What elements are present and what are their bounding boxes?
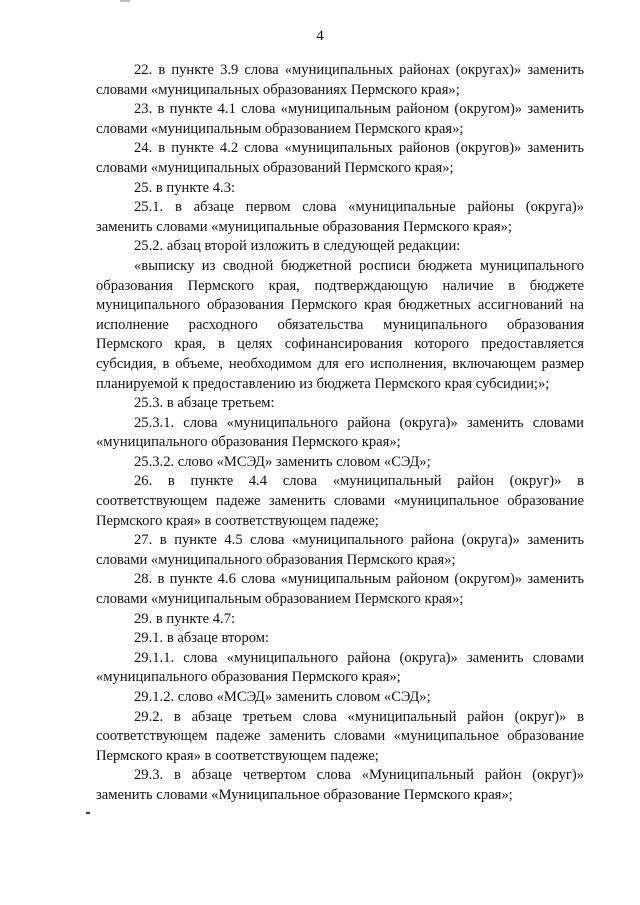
paragraph-25-2: 25.2. абзац второй изложить в следующей редакции: xyxy=(134,238,461,255)
paragraph-quote: «выписку из сводной бюджетной росписи бюджета муниципального образования Пермского края, подтверждающую наличие в бюджете муниципального образования Пермского края бюджетных ассигнований на исполнение расходного обязательства муниципального образования Пермского края, в целях софинансирования которого предоставляется субсидия, в объеме, необходимом для его исполнения, включающем размер планируемой к предоставлению из бюджета Пермского края субсидии;»; xyxy=(96,257,584,392)
paragraph-26: 26. в пункте 4.4 слова «муниципальный район (округ)» в соответствующем падеже заменить словами «муниципальное образование Пермского края» в соответствующем падеже; xyxy=(96,473,584,529)
paragraph-22: 22. в пункте 3.9 слова «муниципальных районах (округах)» заменить словами «муниципальных образованиях Пермского края»; xyxy=(96,62,584,98)
paragraph-29-1-2: 29.1.2. слово «МСЭД» заменить словом «СЭД»; xyxy=(134,689,431,705)
paragraph-25-3-2: 25.3.2. слово «МСЭД» заменить словом «СЭД»; xyxy=(134,453,431,470)
paragraph-23: 23. в пункте 4.1 слова «муниципальным районом (округом)» заменить словами «муниципальным образованием Пермского края»; xyxy=(96,101,584,137)
paragraph-25-1: 25.1. в абзаце первом слова «муниципальные районы (округа)» заменить словами «муниципальные образования Пермского края»; xyxy=(96,199,584,235)
paragraph-29-1-1: 29.1.1. слова «муниципального района (округа)» заменить словами «муниципального образования Пермского края»; xyxy=(96,649,584,686)
paragraph-29: 29. в пункте 4.7: xyxy=(134,610,236,627)
scan-speck xyxy=(86,812,90,814)
paragraph-27: 27. в пункте 4.5 слова «муниципального района (округа)» заменить словами «муниципального образования Пермского края»; xyxy=(96,532,584,568)
paragraph-29-3: 29.3. в абзаце четвертом слова «Муниципальный район (округ)» заменить словами «Муниципальное образование Пермского края»; xyxy=(96,767,584,803)
document-body xyxy=(96,61,584,806)
page-number: 4 xyxy=(316,28,324,44)
paragraph-29-2: 29.2. в абзаце третьем слова «муниципальный район (округ)» в соответствующем падеже заменить словами «муниципальное образование Пермского края» в соответствующем падеже; xyxy=(96,708,584,764)
scan-artifact xyxy=(120,0,130,2)
paragraph-29-1: 29.1. в абзаце втором: xyxy=(134,630,270,647)
paragraph-25: 25. в пункте 4.3: xyxy=(134,179,236,196)
paragraph-25-3-1: 25.3.1. слова «муниципального района (округа)» заменить словами «муниципального образования Пермского края»; xyxy=(96,414,584,451)
paragraph-28: 28. в пункте 4.6 слова «муниципальным районом (округом)» заменить словами «муниципальным образованием Пермского края»; xyxy=(96,571,584,608)
paragraph-24: 24. в пункте 4.2 слова «муниципальных районов (округов)» заменить словами «муниципальных образований Пермского края»; xyxy=(96,140,584,176)
paragraph-25-3: 25.3. в абзаце третьем: xyxy=(134,395,275,412)
